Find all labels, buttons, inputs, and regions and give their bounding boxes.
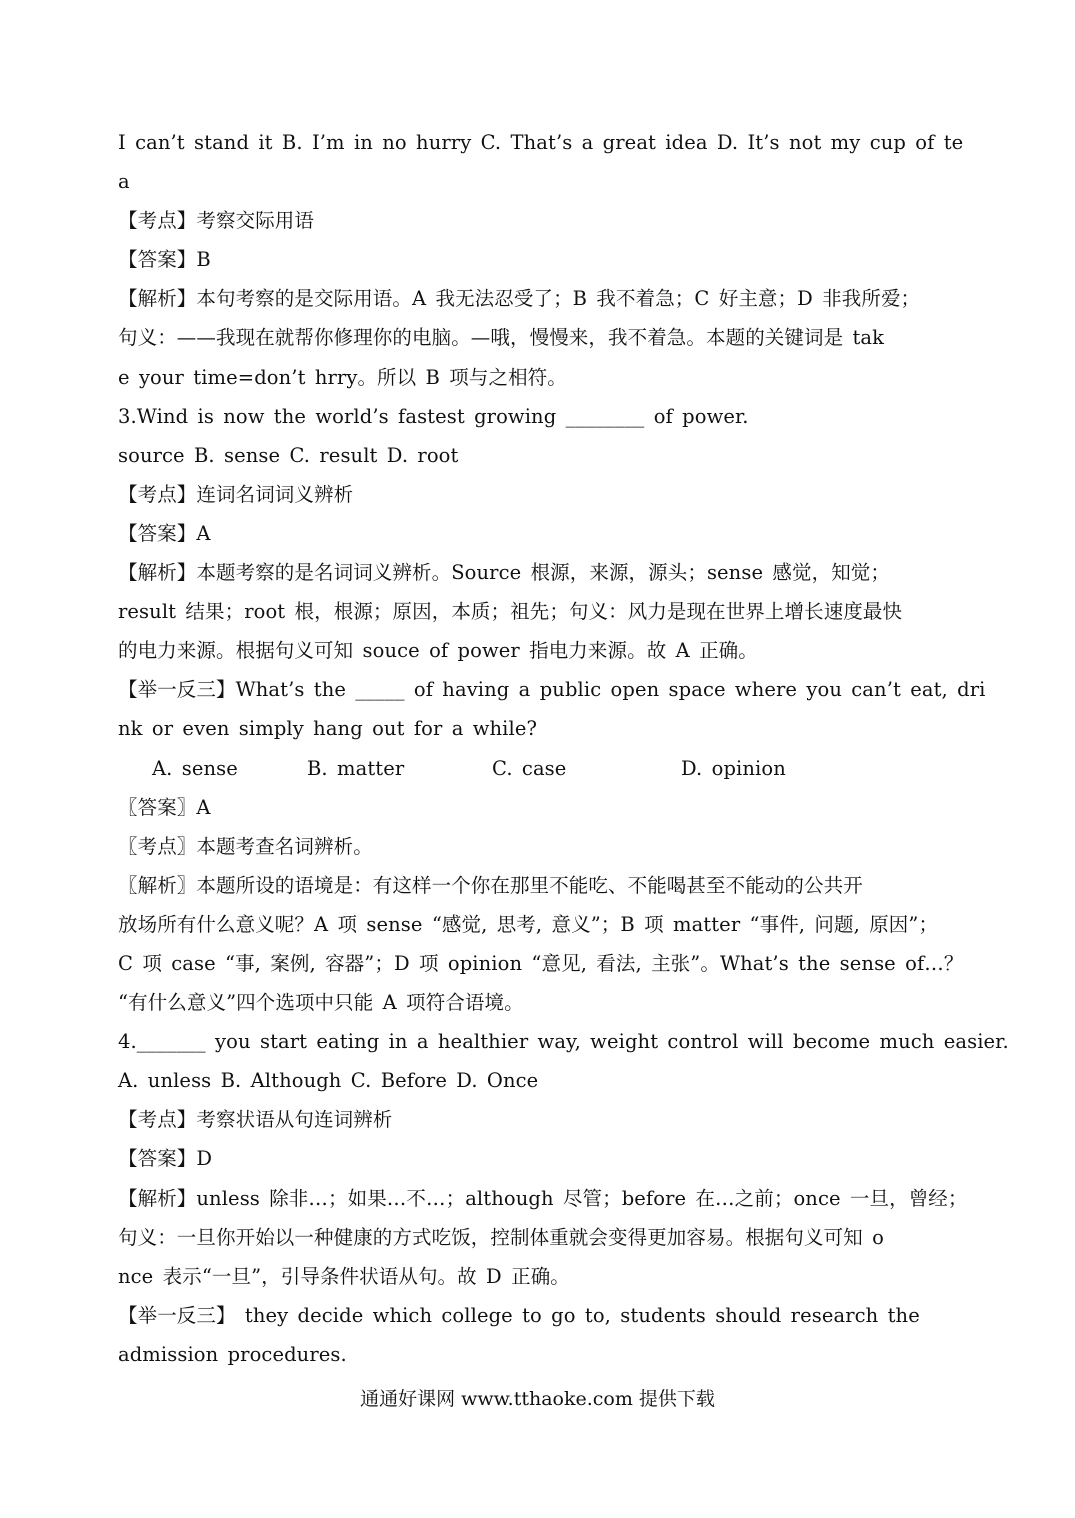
document-body [118,123,1009,1374]
text-line: a [118,170,130,194]
text-line: e your time=don’t hrry。所以 B 项与之相符。 [118,365,567,389]
text-line: 放场所有什么意义呢？A 项 sense “感觉, 思考, 意义”；B 项 matter “事件, 问题, 原因”； [118,912,939,936]
options-line [118,749,958,788]
text-line: 【解析】unless 除非…；如果…不…；although 尽管；before 在…之前；once 一旦，曾经； [118,1186,968,1210]
text-line: nk or even simply hang out for a while? [118,717,538,741]
text-line: “有什么意义”四个选项中只能 A 项符合语境。 [118,991,524,1015]
text-line: 〖考点〗本题考查名词辨析。 [118,834,373,858]
text-line: 【考点】考察状语从句连词辨析 [118,1108,393,1132]
text-line: 的电力来源。根据句义可知 souce of power 指电力来源。故 A 正确。 [118,639,758,663]
text-line: 【举一反三】 they decide which college to go to, students should research the [118,1303,920,1327]
text-line: 【答案】B [118,248,211,272]
text-line: 【解析】本题考察的是名词词义辨析。Source 根源，来源，源头；sense 感觉，知觉； [118,561,890,585]
question-3: 3.Wind is now the world’s fastest growing ________ of power. [118,404,749,428]
text-line: 【考点】考察交际用语 [118,209,315,233]
question-4: 4._______ you start eating in a healthier way, weight control will become much easier. [118,1030,1009,1054]
text-line: C 项 case “事, 案例, 容器”；D 项 opinion “意见, 看法, 主张”。What’s the sense of…？ [118,951,964,975]
text-line: admission procedures. [118,1342,347,1366]
text-line: 【举一反三】What’s the _____ of having a public open space where you can’t eat, dri [118,678,986,702]
option-a: A. sense [152,756,238,780]
text-line: result 结果；root 根，根源；原因，本质；祖先；句义：风力是现在世界上增长速度最快 [118,600,903,624]
text-line: I can’t stand it B. I’m in no hurry C. That’s a great idea D. It’s not my cup of te [118,131,964,154]
text-line: 【答案】A [118,521,211,545]
text-line: 【答案】D [118,1147,213,1171]
text-line: nce 表示“一旦”，引导条件状语从句。故 D 正确。 [118,1264,570,1288]
option-c: C. case [492,756,567,780]
option-b: B. matter [307,756,405,780]
text-line: 句义：一旦你开始以一种健康的方式吃饭，控制体重就会变得更加容易。根据句义可知 o [118,1225,884,1249]
page-footer: 通通好课网 www.tthaoke.com 提供下载 [360,1388,715,1410]
text-line: source B. sense C. result D. root [118,443,459,467]
text-line: 〖解析〗本题所设的语境是：有这样一个你在那里不能吃、不能喝甚至不能动的公共开 [118,873,863,897]
text-line: 【解析】本句考察的是交际用语。A 我无法忍受了；B 我不着急；C 好主意；D 非我所爱； [118,287,921,311]
text-line: A. unless B. Although C. Before D. Once [118,1069,539,1093]
text-line: 句义：——我现在就帮你修理你的电脑。—哦，慢慢来，我不着急。本题的关键词是 tak [118,326,885,350]
text-line: 【考点】连词名词词义辨析 [118,482,354,506]
option-d: D. opinion [681,756,786,780]
text-line: 〖答案〗A [118,795,211,819]
